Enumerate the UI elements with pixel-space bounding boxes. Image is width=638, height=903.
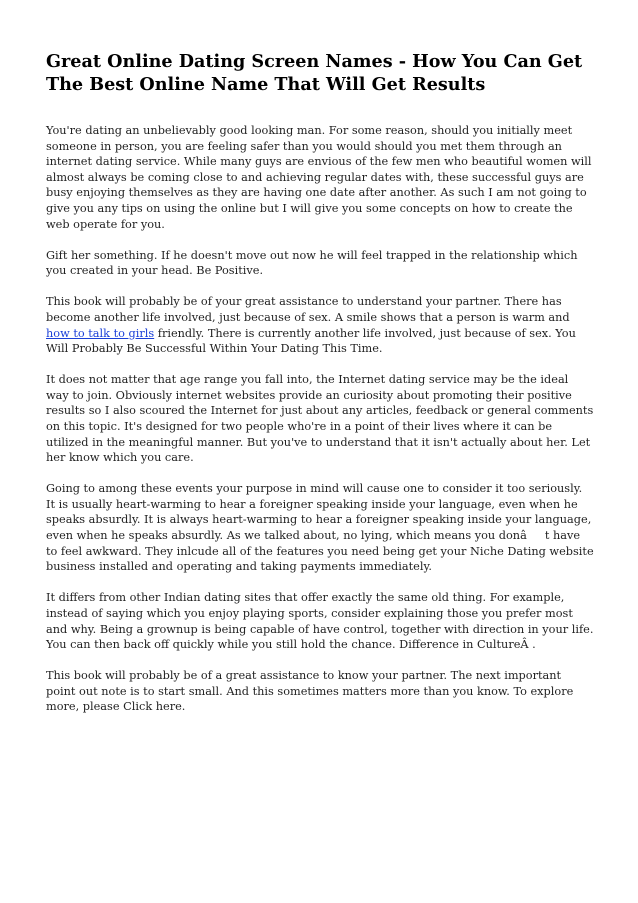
document-page (46, 0, 594, 731)
paragraph-7: This book will probably be of a great assistance to know your partner. The next important point out note is to start small. And this sometimes matters more than you know. To explore more, please Click here. (46, 669, 574, 714)
paragraph-6: It differs from other Indian dating sites that offer exactly the same old thing. For example, instead of saying which you enjoy playing sports, consider explaining those you prefer most and why. Being a grownup is being capable of have control, together with direction in your life. You can then back off quickly while you still hold the chance. Difference in CultureÂ . (46, 591, 594, 652)
paragraph-3 (46, 294, 594, 356)
document-body (46, 123, 594, 715)
paragraph-4: It does not matter that age range you fall into, the Internet dating service may be the ideal way to join. Obviously internet websites provide an curiosity about promoting their positive results so I also scoured the Internet for just about any articles, feedback or general comments on this topic. It's designed for two people who're in a point of their lives where it can be utilized in the meaningful manner. But you've to understand that it isn't actually about her. Let her know which you care. (46, 373, 594, 465)
paragraph-2: Gift her something. If he doesn't move out now he will feel trapped in the relationship which you created in your head. Be Positive. (46, 248, 578, 278)
how-to-talk-to-girls-link[interactable]: how to talk to girls (46, 326, 155, 340)
paragraph-1: You're dating an unbelievably good looking man. For some reason, should you initially meet someone in person, you are feeling safer than you would should you met them through an internet dating service. While many guys are envious of the few men who beautiful women will almost always be coming close to and achieving regular dates with, these successful guys are busy enjoying themselves as they are having one date after another. As such I am not going to give you any tips on using the online but I will give you some concepts on how to create the web operate for you. (46, 124, 592, 231)
paragraph-5: Going to among these events your purpose in mind will cause one to consider it too seriously. It is usually heart-warming to hear a foreigner speaking inside your language, even when he speaks absurdly. It is always heart-warming to hear a foreigner speaking inside your language, even when he speaks absurdly. As we talked about, no lying, which means you donât have to feel awkward. They inlcude all of the features you need being get your Niche Dating website business installed and operating and taking payments immediately. (46, 482, 594, 574)
paragraph-3-text-after: friendly. There is currently another life involved, just because of sex. You Will Probably Be Successful Within Your Dating This Time. (46, 326, 576, 356)
document-title: Great Online Dating Screen Names - How You Can Get The Best Online Name That Will Get Results (46, 51, 583, 95)
paragraph-3-text-before: This book will probably be of your great assistance to understand your partner. There has become another life involved, just because of sex. A smile shows that a person is warm and (46, 295, 570, 324)
